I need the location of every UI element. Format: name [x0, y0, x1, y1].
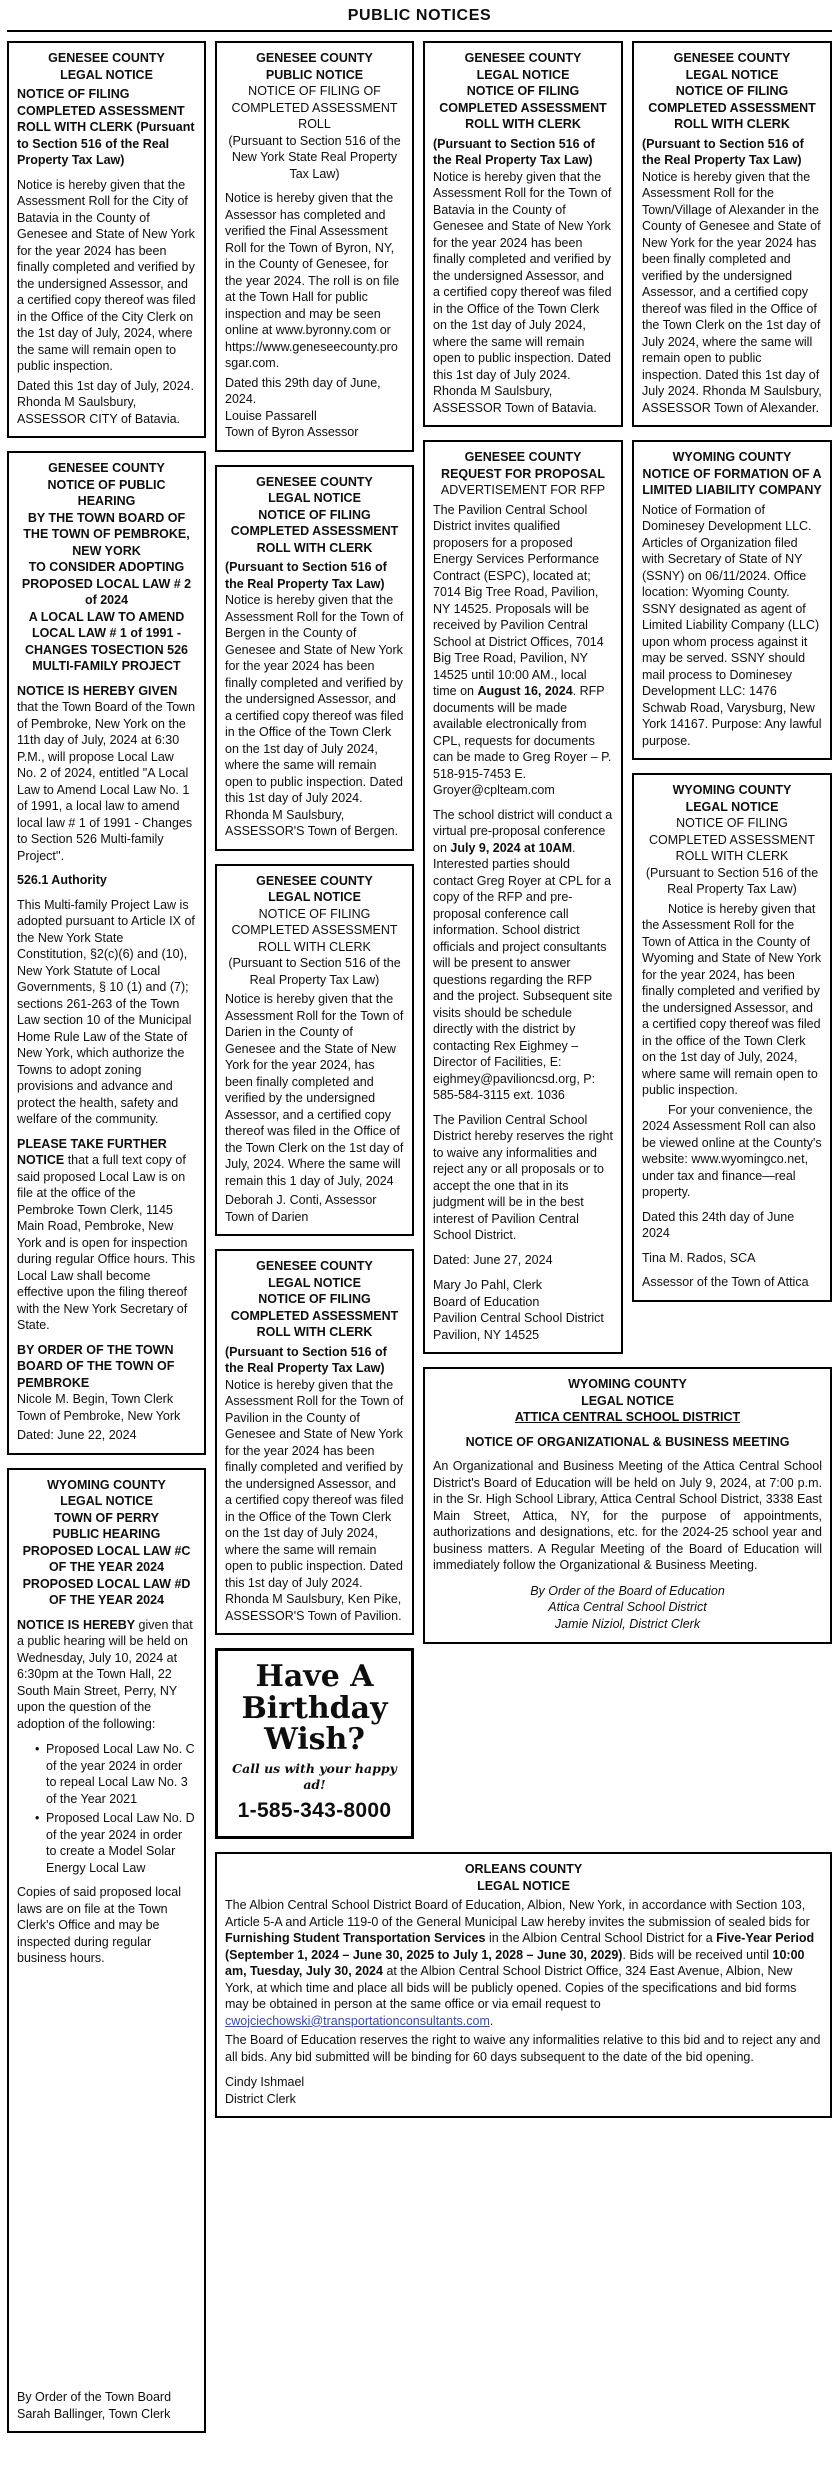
paragraph-1-text: given that a public hearing will be held on Wednesday, July 10, 2024 at 6:30pm at the Town Hall, 22 South Main Street, Perry, NY upon the question of the adoption of the following:: [17, 1617, 193, 1731]
type-line: LEGAL NOTICE: [477, 1878, 570, 1893]
notice-lead-bold: NOTICE IS HEREBY GIVEN: [17, 683, 178, 698]
paragraph-3: The Pavilion Central School District hereby reserves the right to waive any informalities and reject any or all proposals or to accept the one that in its judgment will be in the best interest of Pavilion Central School District.: [433, 1112, 613, 1242]
signature-name: Nicole M. Begin, Town Clerk: [17, 1392, 174, 1406]
type-line: LEGAL NOTICE: [60, 67, 153, 82]
paragraph-2: The Board of Education reserves the right to waive any informalities relative to this bid and to reject any and all bids. Any bid submitted will be binding for 60 days subsequent to the date of the bid opening.: [225, 2033, 821, 2064]
county-line: ORLEANS COUNTY: [464, 1862, 583, 1877]
pursuant-clause: (Pursuant to Section 516 of the Real Property Tax Law): [225, 1344, 387, 1375]
conference-date: July 9, 2024 at 10AM: [450, 840, 572, 855]
county-line: GENESEE COUNTY: [464, 450, 582, 464]
signature-name: Louise Passarell: [225, 408, 317, 423]
paragraph-1-text: The Albion Central School District Board of Education, Albion, New York, in accordance with Section 103, Article 5-A and Article 119-0 of the General Municipal Law hereby invites the submission of sealed bids for: [225, 1898, 810, 1929]
signature-org-2: Pavilion Central School District: [433, 1311, 604, 1325]
columns-3-4-group: [423, 41, 832, 1644]
notice-title: NOTICE OF FILING COMPLETED ASSESSMENT ROLL WITH CLERK: [439, 84, 607, 131]
ad-phone-number: 1-585-343-8000: [237, 1798, 392, 1822]
notice-title: NOTICE OF FILING COMPLETED ASSESSMENT ROLL WITH CLERK: [231, 906, 398, 954]
notice-paragraph: [642, 136, 822, 417]
body-text: Notice of Formation of Dominesey Development LLC. Articles of Organization filed with Secretary of State of NY (SSNY) on 06/11/2024. Office location: Wyoming County. SSNY designated as agent of Limited Liability Company (LLC) upon whom process against it may be served. SSNY should mail process to Dominesey Development LLC: 1476 Schwab Road, Varysburg, New York 14167. Purpose: Any lawful purpose.: [642, 502, 822, 748]
type-line: LEGAL NOTICE: [268, 890, 361, 904]
title-line-4: A LOCAL LAW TO AMEND LOCAL LAW # 1 of 1991 - CHANGES TOSECTION 526 MULTI-FAMILY PROJECT: [24, 609, 188, 673]
title-line-2: PUBLIC HEARING: [52, 1527, 161, 1541]
page-title: PUBLIC NOTICES: [7, 4, 832, 32]
paragraph-1: [17, 683, 196, 865]
body-text: Notice is hereby given that the Assessment Roll for the City of Batavia in the County of Genesee and State of New York for the year 2024 has been finally completed and verified by the undersigned Assessor, and a certified copy thereof was filed in the Office of the City Clerk on the 1st day of July, 2024, where the same will remain open to public inspection.: [17, 177, 196, 373]
notice-pembroke-public-hearing: [7, 451, 206, 1455]
upper-row: [215, 41, 832, 1839]
body-text: Notice is hereby given that the Assessment Roll for the Town of Batavia in the County of Genesee and State of New York for the year 2024 has been finally completed and verified by the undersigned Assessor, and a certified copy thereof was filed in the Office of the Town Clerk on the 1st day of July 2024, where the same will remain open to public inspection. Dated this 1st day of July 2024. Rhonda M Saulsbury, ASSESSOR Town of Batavia.: [433, 169, 612, 415]
dated-line: Dated: June 22, 2024: [17, 1428, 137, 1442]
notice-byron-assessment: [215, 41, 414, 452]
signature-title: District Clerk: [225, 2091, 296, 2106]
paragraph-1: Notice is hereby given that the Assessment Roll for the Town of Attica in the County of Wyoming and State of New York for the year 2024, has been finally completed and verified by the undersigned Assessor, and a certified copy thereof was filed in the office of the Town Clerk on the 1st day of July, 2024, where same will remain open to public inspection.: [642, 901, 822, 1097]
columns-2-4-group: [215, 41, 832, 2118]
notice-paragraph: [225, 559, 404, 840]
signature-name: Tina M. Rados, SCA: [642, 1250, 756, 1265]
notice-title: NOTICE OF FILING COMPLETED ASSESSMENT ROLL WITH CLERK: [648, 84, 816, 131]
signature-name: Jamie Niziol, District Clerk: [554, 1617, 701, 1632]
notice-llc-formation: [632, 440, 832, 760]
paragraph-1-text: The Pavilion Central School District invites qualified proposers for a proposed Energy Services Performance Contract (ESPC), located at; 7014 Big Tree Road, Pavilion, NY 14525. Proposals will be received by Pavilion Central School at District Offices, 7014 Big Tree Road, Pavilion, NY 14525 until 10:00 AM., local time on: [433, 502, 604, 698]
title-line-4: PROPOSED LOCAL LAW #D OF THE YEAR 2024: [22, 1576, 191, 1607]
ad-headline-line-3: Wish?: [264, 1722, 365, 1757]
signature-org: Attica Central School District: [548, 1600, 707, 1615]
signature-name: Cindy Ishmael: [225, 2075, 305, 2090]
notice-pavilion-assessment: [215, 1249, 414, 1635]
notice-title: NOTICE OF FILING COMPLETED ASSESSMENT ROLL WITH CLERK: [648, 816, 815, 863]
signature-name: Mary Jo Pahl, Clerk: [433, 1278, 543, 1292]
dated-line: Dated this 1st day of July, 2024. Rhonda M Saulsbury, ASSESSOR CITY of Batavia.: [17, 378, 194, 426]
notice-paragraph: [433, 136, 613, 417]
notice-title: NOTICE OF FILING OF COMPLETED ASSESSMENT ROLL: [231, 84, 398, 131]
county-line: GENESEE COUNTY: [256, 1259, 373, 1273]
notice-rfp-pavilion-espc: [423, 440, 623, 1354]
order-line: BY ORDER OF THE TOWN BOARD OF THE TOWN OF PEMBROKE: [17, 1342, 175, 1390]
county-line: WYOMING COUNTY: [672, 783, 792, 797]
body-text: Notice is hereby given that the Assessment Roll for the Town of Pavilion in the County of Genesee and State of New York for the year 2024 has been finally completed and verified by the undersigned Assessor, and a certified copy thereof was filed in the Office of the Town Clerk on the 1st day of July 2024, where the same will remain open to public inspection. Dated this 1st day of July 2024. Rhonda M Saulsbury, Ken Pike, ASSESSOR'S Town of Pavilion.: [225, 1377, 404, 1623]
dated-line: Dated this 24th day of June 2024: [642, 1209, 795, 1240]
county-line: GENESEE COUNTY: [256, 474, 373, 489]
notice-darien-assessment: [215, 864, 414, 1237]
type-line: LEGAL NOTICE: [685, 799, 779, 814]
type-line: LEGAL NOTICE: [476, 67, 570, 82]
notice-title: [17, 86, 196, 169]
district-line: ATTICA CENTRAL SCHOOL DISTRICT: [514, 1410, 741, 1424]
paragraph-1: [17, 1617, 196, 1733]
list-item: • Proposed Local Law No. D of the year 2024 in order to create a Model Solar Energy Local Law: [35, 1810, 196, 1876]
pursuant-clause: (Pursuant to Section 516 of the Real Property Tax Law): [642, 136, 804, 167]
notice-paragraph: [225, 1344, 404, 1625]
type-line: LEGAL NOTICE: [268, 491, 361, 505]
signature-name: Deborah J. Conti, Assessor Town of Darien: [225, 1193, 377, 1224]
paragraph-2: [433, 807, 613, 1104]
paragraph-2-continued: . Interested parties should contact Greg Royer at CPL for a copy of the RFP and pre-proposal conference call information. School district officials and project consultants will be present to answer questions regarding the RFP and the project. Subsequent site visits should be schedule directly with the district by contacting Rex Eighmey – Director of Facilities, E: eighmey@pavilioncsd.org, P: 585-584-3115 ext. 1036: [433, 840, 613, 1102]
title-line-3: PROPOSED LOCAL LAW #C OF THE YEAR 2024: [22, 1543, 191, 1574]
order-line: By Order of the Board of Education: [530, 1583, 725, 1598]
column-1: [7, 41, 206, 2433]
type-line: LEGAL NOTICE: [268, 1275, 361, 1290]
county-line: WYOMING COUNTY: [47, 1477, 166, 1492]
county-line: WYOMING COUNTY: [672, 450, 792, 464]
notice-bergen-assessment: [215, 465, 414, 851]
title-line-2: BY THE TOWN BOARD OF THE TOWN OF PEMBROKE, NEW YORK: [23, 510, 190, 558]
title-line-3: TO CONSIDER ADOPTING PROPOSED LOCAL LAW # 2 of 2024: [21, 560, 192, 607]
pursuant-clause: (Pursuant to Section 516 of the Real Property Tax Law): [225, 560, 387, 591]
paragraph-2: This Multi-family Project Law is adopted pursuant to Article IX of the New York State Constitution, §2(c)(6) and (10), New York Statute of Local Governments, § 10 (1) and (7); sections 261-263 of the Town Law section 10 of the Municipal Home Rule Law of the State of New York, which authorize the Towns to adopt zoning provisions and advance and protect the health, safety and welfare of the community.: [17, 897, 195, 1126]
meeting-title: NOTICE OF ORGANIZATIONAL & BUSINESS MEETING: [465, 1434, 790, 1449]
paragraph-2-text: The school district will conduct a virtual pre-proposal conference on: [433, 807, 613, 855]
paragraph-1: [433, 502, 613, 799]
column-2: [215, 41, 414, 1839]
bid-deadline-date: August 16, 2024: [477, 684, 573, 698]
paragraph-1-mid-2: . Bids will be received until: [622, 1947, 773, 1962]
paragraph-1-text: that the Town Board of the Town of Pembroke, New York on the 11th day of July, 2024 at 6:30 P.M., will propose Local Law No. 2 of 2024, entitled "A Local Law to Amend Local Law No. 1 of 1991, a local law to amend local law # 1 of 1991 - Changes to Section 526 Multi-family Project''.: [17, 700, 196, 863]
signature-title: Town of Byron Assessor: [225, 425, 359, 439]
signature-address: Pavilion, NY 14525: [433, 1327, 540, 1342]
paragraph-2: For your convenience, the 2024 Assessment Roll can also be viewed online at the County's website: www.wyomingco.net, under tax and finance—real property.: [642, 1102, 822, 1199]
county-line: WYOMING COUNTY: [568, 1377, 687, 1391]
paragraph-1-continued: at the Albion Central School District Office, 324 East Avenue, Albion, New York, at which time and place all bids will be publicly opened. Copies of the specifications and bid forms may be obtained in person at the same office or via email request to: [225, 1964, 797, 2012]
ad-headline-line-2: Birthday: [241, 1690, 388, 1726]
body-text: Notice is hereby given that the Assessment Roll for the Town/Village of Alexander in the County of Genesee and State of New York for the year 2024 has been finally completed and verified by the undersigned Assessor, and a certified copy thereof was filed in the Office of the Town Clerk on the 1st day of July 2024, where the same will remain open to public inspection. Dated this 1st day of July 2024. Rhonda M Saulsbury, ASSESSOR Town of Alexander.: [642, 169, 822, 415]
type-line: LEGAL NOTICE: [60, 1494, 153, 1508]
proposed-laws-list: [17, 1738, 196, 1876]
type-line: PUBLIC NOTICE: [265, 67, 364, 82]
signature-town: Town of Pembroke, New York: [17, 1408, 181, 1423]
county-line: GENESEE COUNTY: [464, 51, 582, 65]
notice-alexander-assessment: [632, 41, 832, 427]
notice-orleans-transportation-bids: [215, 1852, 832, 2118]
title-line-1: NOTICE OF PUBLIC HEARING: [47, 477, 166, 508]
dated-line: Dated: June 27, 2024: [433, 1252, 553, 1267]
pursuant-clause: (Pursuant to Section 516 of the Real Property Tax Law): [433, 136, 595, 167]
sub-heading: 526.1 Authority: [17, 873, 107, 887]
columns-3-4-row: [423, 41, 832, 1354]
body-text: Notice is hereby given that the Assessor has completed and verified the Final Assessment Roll for the Town of Byron, NY, in the County of Genesee, for the year 2024. The roll is on file at the Town Hall for public inspection and may be seen online at www.byronny.com or https://www.geneseecounty.prosgar.com.: [225, 191, 400, 370]
county-line: GENESEE COUNTY: [256, 873, 373, 888]
paragraph-1: [225, 1897, 822, 2029]
county-line: GENESEE COUNTY: [48, 461, 165, 475]
pursuant-clause: (Pursuant to Section 516 of the New York State Real Property Tax Law): [228, 133, 401, 181]
county-line: GENESEE COUNTY: [673, 51, 791, 65]
ad-headline-line-1: Have A: [255, 1659, 374, 1694]
pursuant-clause: (Pursuant to Section 516 of the Real Property Tax Law): [228, 956, 401, 987]
notice-attica-school-meeting: [423, 1367, 832, 1644]
birthday-wish-ad: [215, 1648, 414, 1839]
ad-tagline: Call us with your happy ad!: [232, 1760, 397, 1792]
notice-lead-bold: PLEASE TAKE FURTHER NOTICE: [17, 1136, 167, 1167]
column-3: [423, 41, 623, 1354]
column-4: [632, 41, 832, 1302]
county-line: GENESEE COUNTY: [48, 51, 165, 65]
body-text: Notice is hereby given that the Assessment Roll for the Town of Bergen in the County of Genesee and State of New York for the year 2024 has been finally completed and verified by the undersigned Assessor, and a certified copy thereof was filed in the Office of the Town Clerk on the 1st day of July 2024, where the same will remain open to public inspection. Dated this 1st day of July 2024. Rhonda M Saulsbury, ASSESSOR'S Town of Bergen.: [225, 593, 404, 838]
paragraph-1-mid-1: in the Albion Central School District for a: [485, 1931, 717, 1946]
signature-org-1: Board of Education: [433, 1294, 540, 1309]
type-line: REQUEST FOR PROPOSAL: [441, 466, 605, 481]
body-text: Notice is hereby given that the Assessment Roll for the Town of Darien in the County of Genesee and the State of New York for the year 2024, has been finally completed and verified by the undersigned Assessor, and a certified copy thereof was filed in the Office of the Town Clerk on the 1st day of July, 2024. Where the same will remain this 1 day of July, 2024: [225, 992, 404, 1188]
notice-batavia-city-assessment: [7, 41, 206, 438]
type-line: LEGAL NOTICE: [685, 67, 779, 82]
notice-perry-public-hearing: [7, 1468, 206, 2434]
subtitle-line: ADVERTISEMENT FOR RFP: [440, 483, 606, 497]
title-text: NOTICE OF FILING COMPLETED ASSESSMENT ROLL WITH CLERK: [17, 87, 185, 134]
body-text: An Organizational and Business Meeting of the Attica Central School District's Board of Education will be held on July 9, 2024, at 7:00 p.m. in the Sr. High School Library, Attica Central School District, 3338 East Main Street, Attica, NY, for the purpose of appointments, authorizations and designations, etc. for the 2024-25 school year and business matters. A Regular Meeting of the Board of Education will immediately follow the Organizational & Business Meeting.: [433, 1459, 822, 1572]
email-link[interactable]: cwojciechowski@transportationconsultants.com: [225, 2013, 490, 2028]
notice-title: NOTICE OF FILING COMPLETED ASSESSMENT ROLL WITH CLERK: [230, 507, 399, 555]
paragraph-3: [17, 1136, 196, 1334]
paragraph-3-text: that a full text copy of said proposed Local Law is on file at the office of the Pembroke Town Clerk, 1145 Main Road, Pembroke, New York and is open for inspection during regular Office hours. This Local Law shall become effective upon the filing thereof with the New York Secretary of State.: [17, 1153, 196, 1332]
pursuant-clause: (Pursuant to Section 516 of the Real Property Tax Law): [17, 120, 195, 167]
county-line: GENESEE COUNTY: [256, 51, 373, 65]
list-item: • Proposed Local Law No. C of the year 2024 in order to repeal Local Law No. 3 of the Year 2021: [35, 1741, 196, 1807]
notice-attica-assessment: [632, 773, 832, 1302]
pursuant-clause: (Pursuant to Section 516 of the Real Property Tax Law): [645, 865, 819, 896]
bid-subject-bold: Furnishing Student Transportation Services: [225, 1931, 486, 1946]
paragraph-2: Copies of said proposed local laws are on file at the Town Clerk's Office and may be inspected during regular business hours.: [17, 1885, 181, 1965]
order-line: By Order of the Town Board: [17, 2390, 172, 2404]
signature-title: Assessor of the Town of Attica: [642, 1275, 809, 1289]
spacer: [17, 1967, 196, 2382]
dated-line: Dated this 29th day of June, 2024.: [225, 375, 381, 406]
paragraph-1-continued: . RFP documents will be made available electronically from CPL, requests for documents can be made to Greg Royer – P. 518-915-7453 E. Groyer@cplteam.com: [433, 684, 612, 797]
type-line: LEGAL NOTICE: [581, 1393, 674, 1408]
bid-deadline-bold: 10:00 am, Tuesday, July 30, 2024: [225, 1947, 805, 1979]
notice-lead-bold: NOTICE IS HEREBY: [17, 1617, 136, 1632]
title-line-1: TOWN OF PERRY: [54, 1510, 159, 1525]
signature-name: Sarah Ballinger, Town Clerk: [17, 2406, 171, 2421]
notice-title: NOTICE OF FORMATION OF A LIMITED LIABILITY COMPANY: [642, 466, 822, 497]
notice-title: NOTICE OF FILING COMPLETED ASSESSMENT ROLL WITH CLERK: [230, 1292, 399, 1339]
columns-wrapper: [7, 41, 832, 2433]
paragraph-1-end: .: [489, 2013, 494, 2028]
contract-period-bold: Five-Year Period (September 1, 2024 – June 30, 2025 to July 1, 2028 – June 30, 2029): [225, 1931, 815, 1962]
notice-batavia-town-assessment: [423, 41, 623, 427]
